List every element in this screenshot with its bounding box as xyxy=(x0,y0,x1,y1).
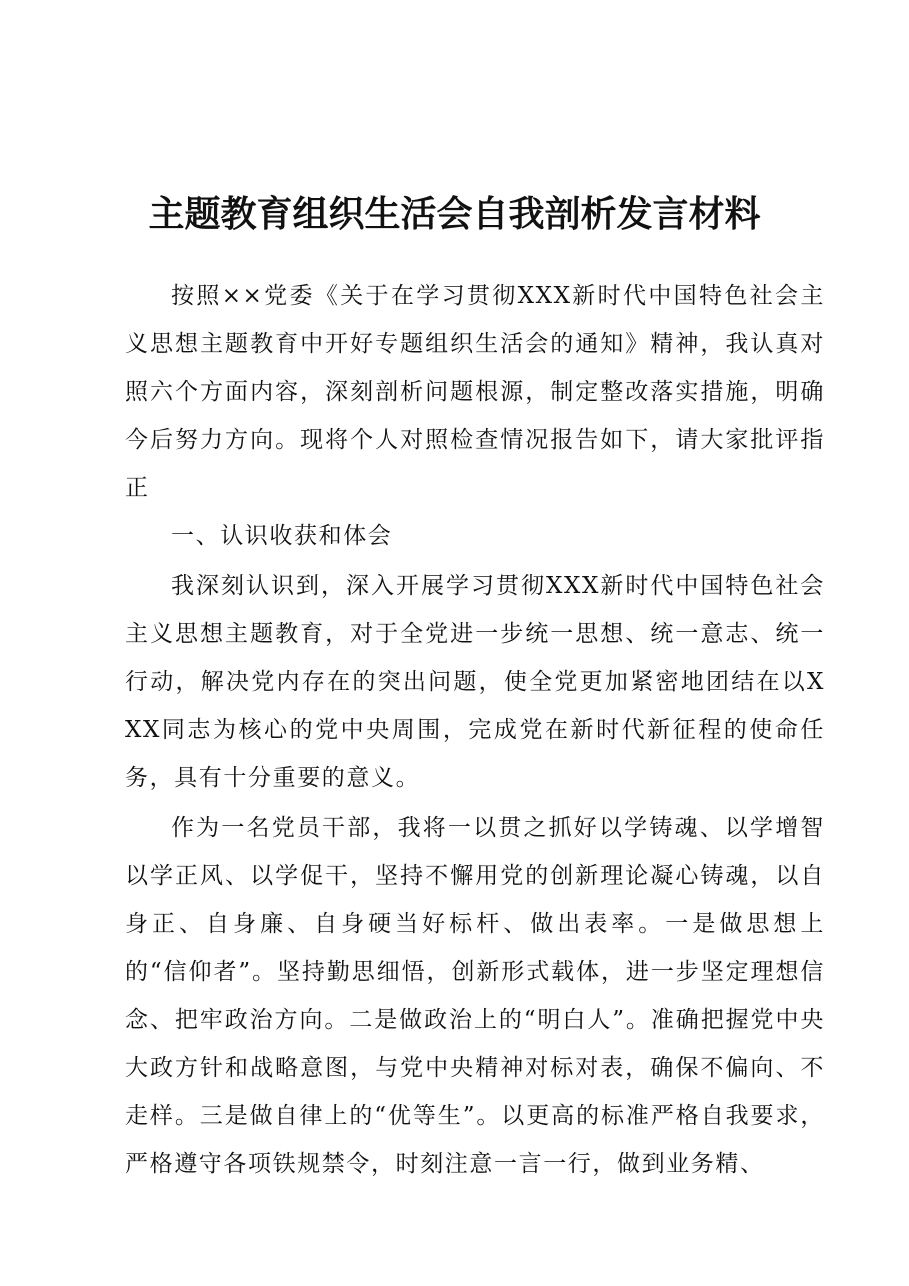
document-title: 主题教育组织生活会自我剖析发言材料 xyxy=(148,193,761,235)
paragraph-intro: 按照××党委《关于在学习贯彻XXX新时代中国特色社会主义思想主题教育中开好专题组织生活会的通知》精神，我认真对照六个方面内容，深刻剖析问题根源，制定整改落实措施，明确今后努力方向。现将个人对照检查情况报告如下，请大家批评指正 xyxy=(125,283,825,501)
paragraph-commitment: 作为一名党员干部，我将一以贯之抓好以学铸魂、以学增智以学正风、以学促干，坚持不懈用党的创新理论凝心铸魂，以自身正、自身廉、自身硬当好标杆、做出表率。一是做思想上的“信仰者”。坚持勤思细悟，创新形式载体，进一步坚定理想信念、把牢政治方向。二是做政治上的“明白人”。准确把握党中央大政方针和战略意图，与党中央精神对标对表，确保不偏向、不走样。三是做自律上的“优等生”。以更高的标准严格自我要求，严格遵守各项铁规禁令，时刻注意一言一行，做到业务精、 xyxy=(125,815,825,1177)
section-heading-1: 一、认识收获和体会 xyxy=(171,523,393,549)
document-body xyxy=(125,272,825,1188)
paragraph-understanding: 我深刻认识到，深入开展学习贯彻XXX新时代中国特色社会主义思想主题教育，对于全党进一步统一思想、统一意志、统一行动，解决党内存在的突出问题，使全党更加紧密地团结在以XXX同志为核心的党中央周围，完成党在新时代新征程的使命任务，具有十分重要的意义。 xyxy=(125,573,825,791)
